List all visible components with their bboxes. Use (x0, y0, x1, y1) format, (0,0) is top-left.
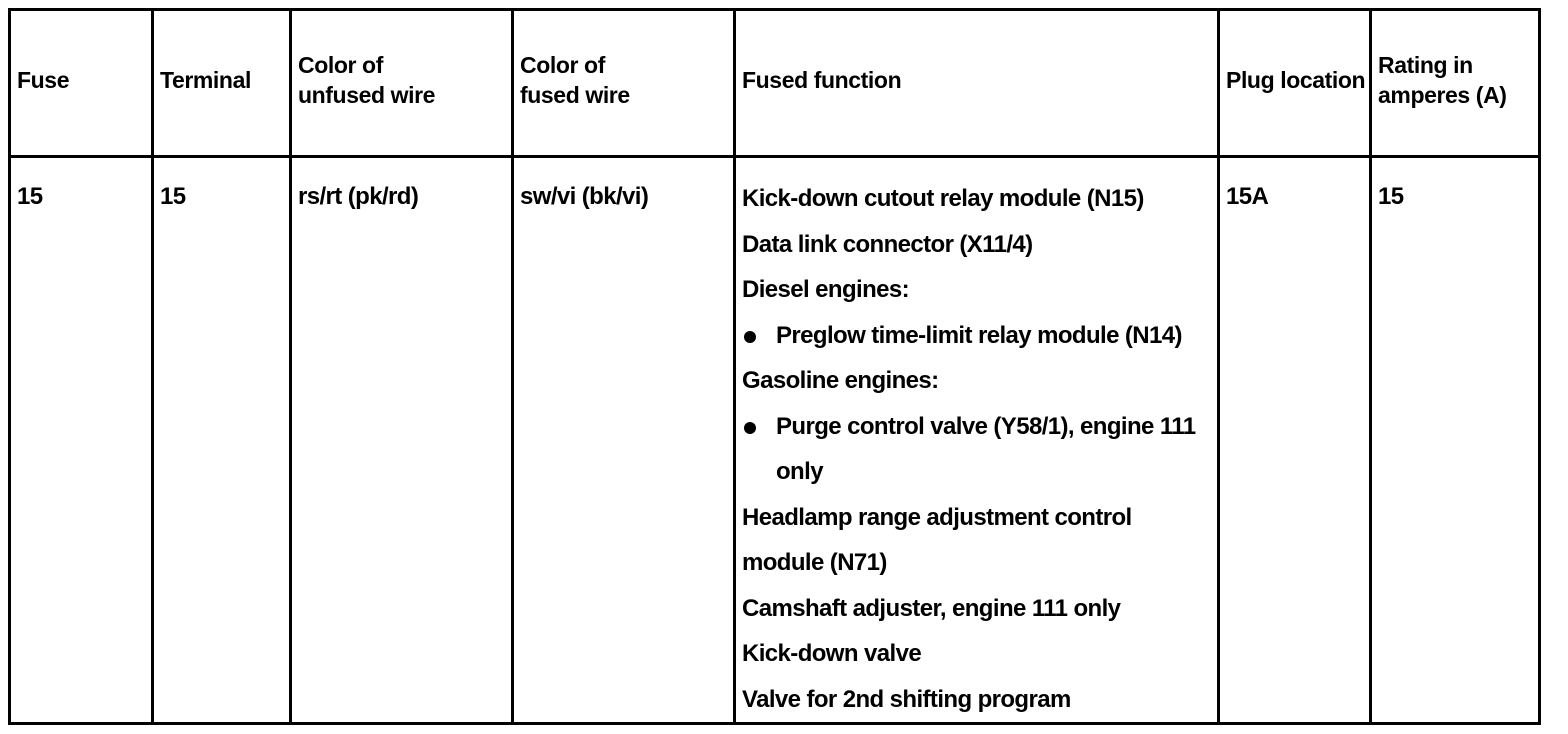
header-function-label: Fused function (742, 67, 902, 93)
cell-rating (1371, 157, 1540, 724)
function-line: Kick-down valve (742, 640, 922, 667)
header-fuse (10, 10, 153, 157)
header-fused-color (513, 10, 735, 157)
fused-color-value: sw/vi (bk/vi) (520, 183, 649, 210)
rating-value: 15 (1378, 183, 1404, 210)
header-rating (1371, 10, 1540, 157)
header-terminal (153, 10, 291, 157)
function-line: Camshaft adjuster, engine 111 only (742, 594, 1121, 622)
header-fused-color-line2: fused wire (520, 82, 630, 108)
header-function (735, 10, 1219, 157)
bullet-icon (744, 422, 756, 434)
function-line: Kick-down cutout relay module (N15) (742, 185, 1144, 212)
header-unfused-color-line1: Color of (298, 52, 383, 78)
plug-location-value: 15A (1226, 183, 1269, 210)
header-fuse-label: Fuse (17, 67, 70, 93)
header-fused-color-line1: Color of (520, 52, 605, 78)
function-line: module (N71) (742, 549, 887, 576)
cell-plug-location (1219, 157, 1371, 724)
header-rating-line1: Rating in (1378, 52, 1473, 78)
terminal-value: 15 (160, 183, 186, 210)
function-heading-diesel: Diesel engines: (742, 276, 910, 303)
header-unfused-color (291, 10, 513, 157)
bullet-icon (744, 331, 756, 343)
header-plug-location (1219, 10, 1371, 157)
cell-terminal (153, 157, 291, 724)
cell-unfused-color (291, 157, 513, 724)
function-line: Headlamp range adjustment control (742, 503, 1132, 531)
function-bullet-item (742, 313, 1211, 359)
function-bullet-text-cont: only (776, 458, 823, 485)
cell-function (735, 157, 1219, 724)
function-bullet-item (742, 404, 1211, 495)
header-terminal-label: Terminal (160, 67, 251, 93)
fuse-value: 15 (17, 183, 43, 210)
function-bullet-text: Preglow time-limit relay module (N14) (776, 321, 1182, 349)
header-row (10, 10, 1540, 157)
header-rating-line2: amperes (A) (1378, 82, 1507, 108)
function-heading-gasoline: Gasoline engines: (742, 367, 939, 394)
header-plug-location-label: Plug location (1226, 67, 1366, 93)
header-unfused-color-line2: unfused wire (298, 82, 436, 108)
function-line: Data link connector (X11/4) (742, 230, 1033, 258)
cell-fused-color (513, 157, 735, 724)
function-bullet-text: Purge control valve (Y58/1), engine 111 (776, 412, 1196, 440)
function-line: Valve for 2nd shifting program (742, 685, 1071, 713)
table-row (10, 157, 1540, 724)
fuse-table (8, 8, 1541, 725)
cell-fuse (10, 157, 153, 724)
unfused-color-value: rs/rt (pk/rd) (298, 183, 419, 210)
